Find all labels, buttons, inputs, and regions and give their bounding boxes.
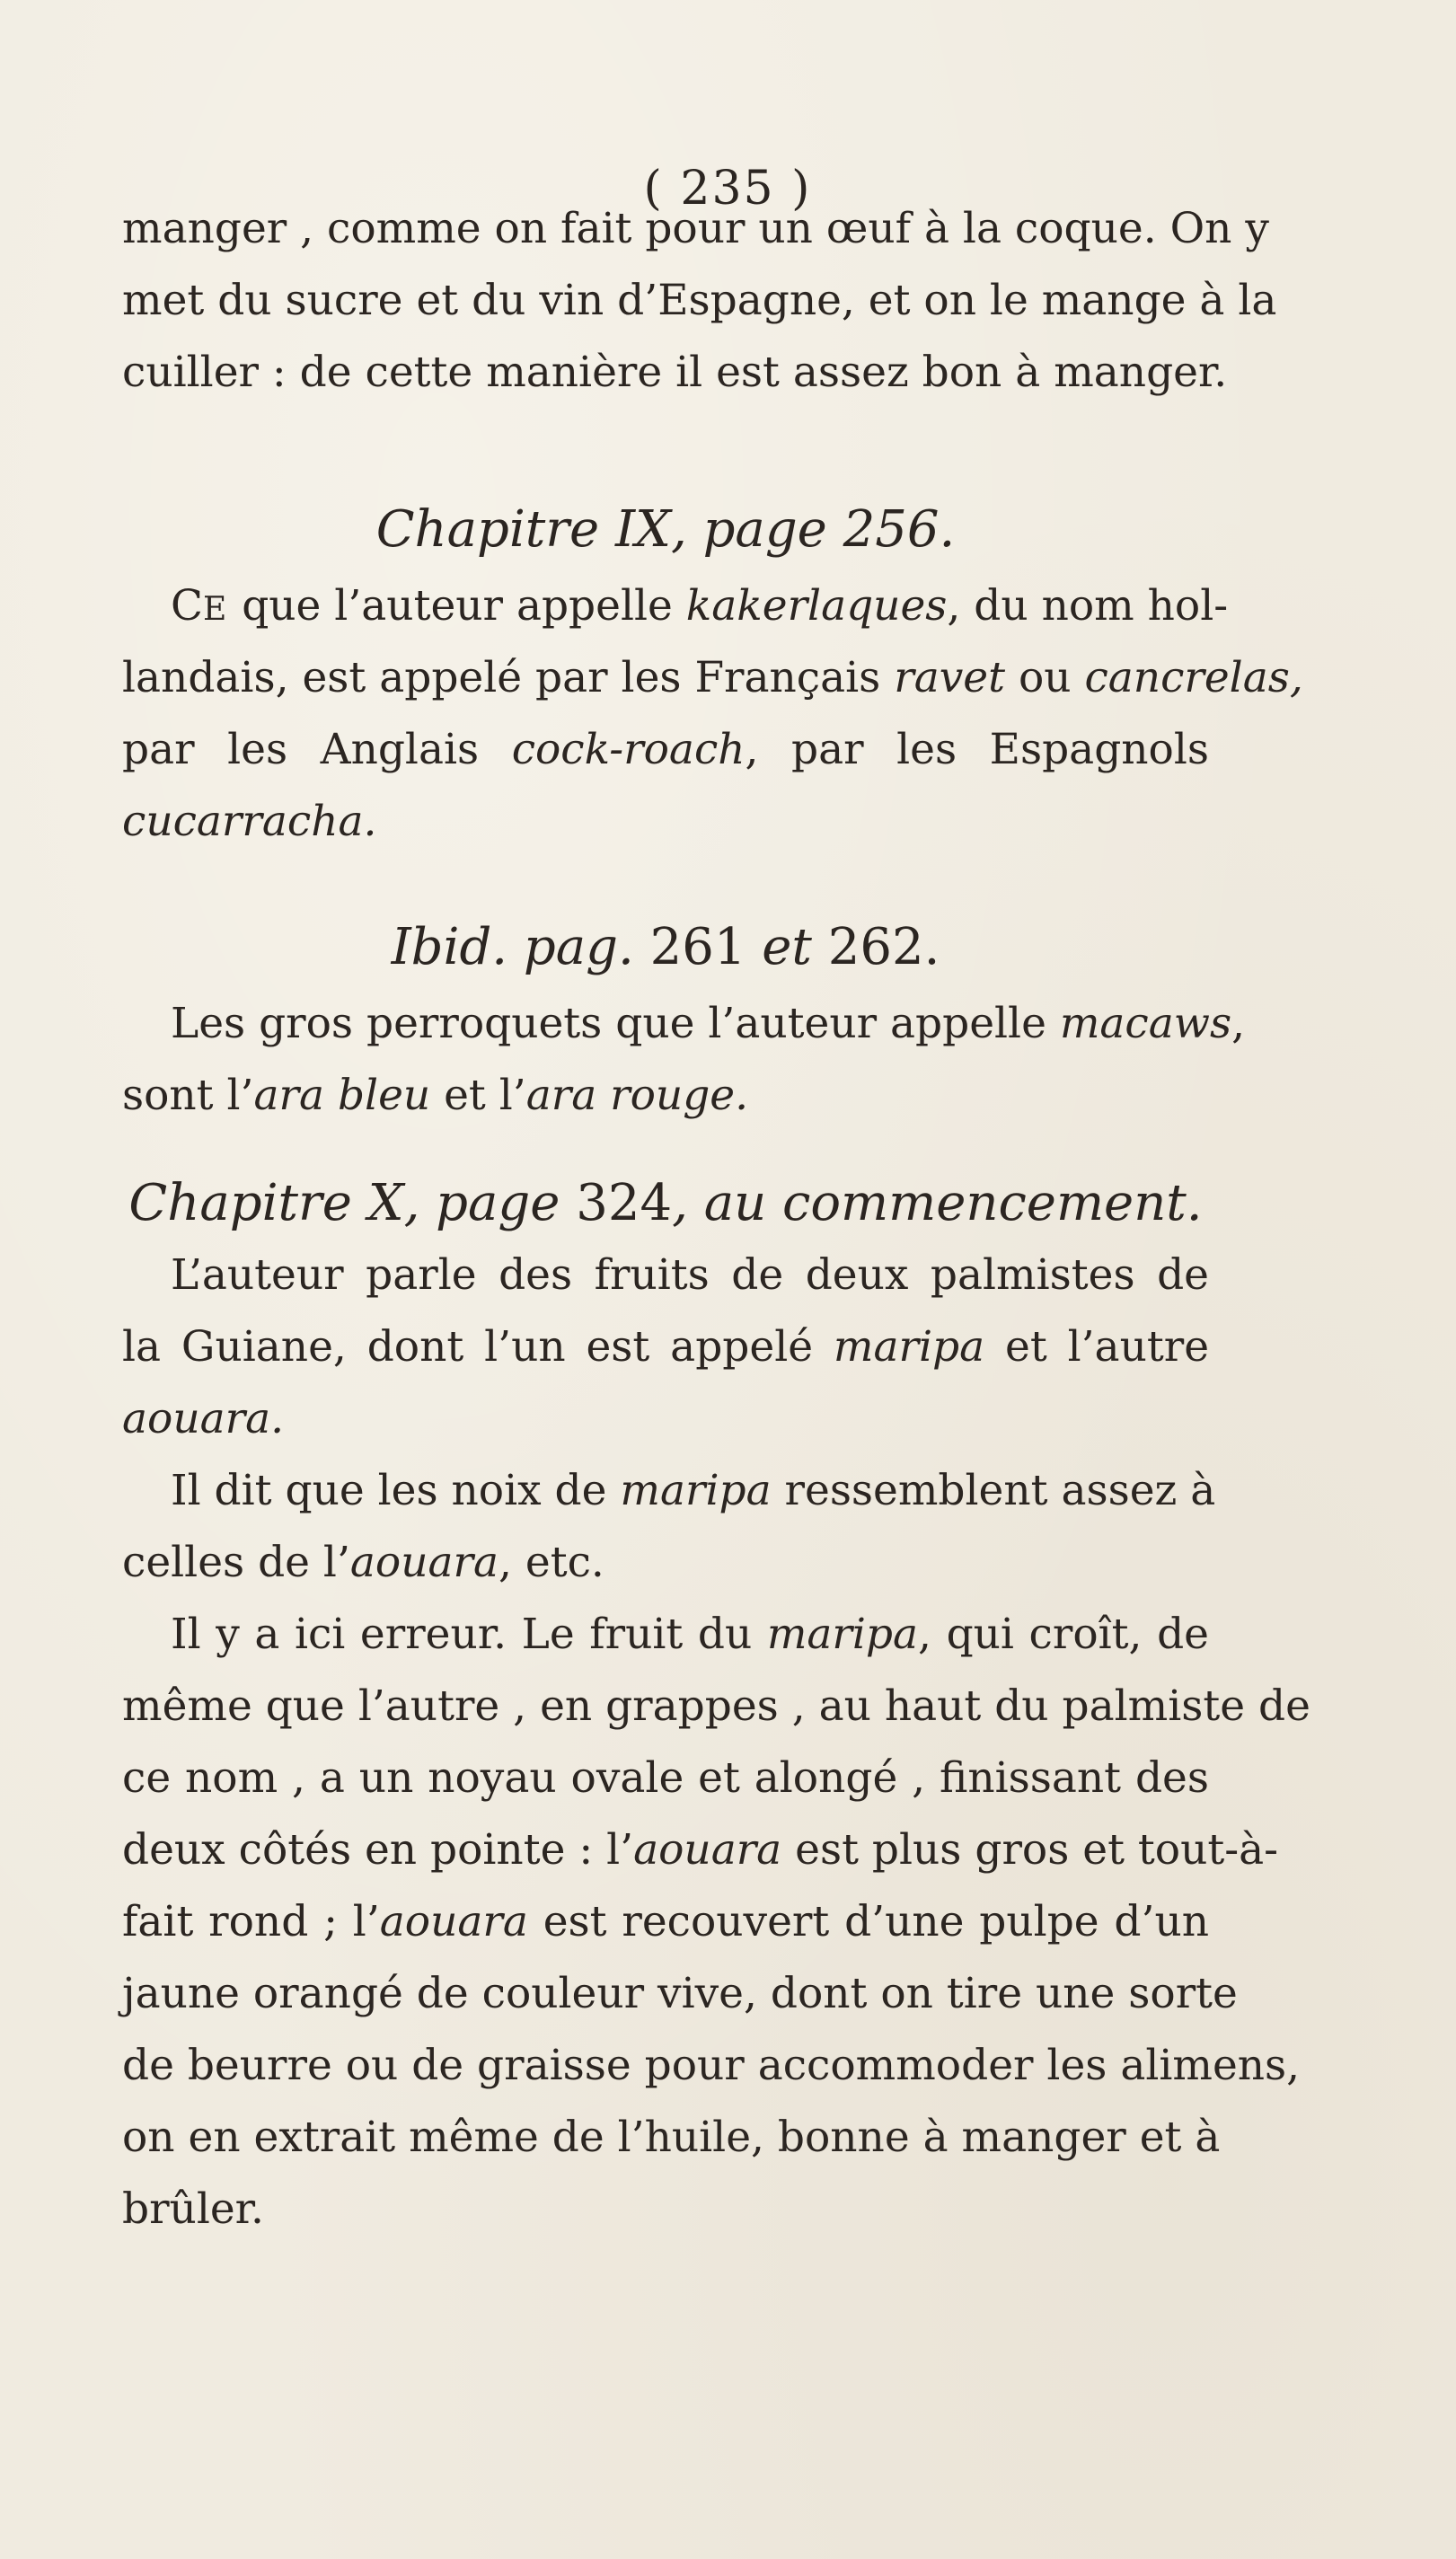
paragraph-kakerlaques	[122, 570, 1303, 858]
section-heading-chapitre-ix	[122, 494, 1209, 566]
text-run: , etc.	[499, 1538, 604, 1587]
heading-et: et	[762, 918, 812, 976]
text-line: ce nom , a un noyau ovale et alongé , finissant des	[122, 1753, 1209, 1803]
text-line: manger , comme on fait pour un œuf à la coque. On y	[122, 204, 1269, 253]
text-line	[122, 988, 1246, 1060]
page-number: ( 235 )	[643, 162, 812, 216]
paragraph-continuation	[122, 193, 1277, 409]
text-line	[122, 1060, 1209, 1132]
text-run: et l’autre	[984, 1322, 1210, 1372]
text-line	[122, 1311, 1209, 1383]
text-run: ressemblent assez à	[771, 1466, 1216, 1515]
italic-term: maripa	[833, 1322, 985, 1372]
text-line: de beurre ou de graisse pour accommoder les alimens,	[122, 2041, 1301, 2090]
text-line	[122, 714, 1209, 786]
text-line: même que l’autre , en grappes , au haut du palmiste de	[122, 1681, 1310, 1731]
text-line: cuiller : de cette manière il est assez bon à manger.	[122, 348, 1228, 397]
text-run: est recouvert d’une pulpe d’un	[527, 1897, 1209, 1946]
small-capital: E	[202, 591, 229, 628]
heading-chapter: Chapitre X	[128, 1174, 404, 1232]
italic-term: maripa	[766, 1610, 919, 1659]
paragraph-palmistes	[122, 1240, 1310, 2246]
italic-term: ara bleu	[253, 1071, 431, 1120]
text-run: Il y a ici erreur. Le fruit du	[171, 1610, 767, 1659]
text-run: Les gros perroquets que l’auteur appelle	[171, 999, 1060, 1048]
heading-rest: au commencement.	[703, 1174, 1203, 1232]
text-line	[122, 1886, 1209, 1958]
section-heading-ibid	[122, 912, 1209, 984]
text-line	[122, 570, 1229, 642]
text-run: , du nom hol-	[947, 581, 1229, 631]
text-line	[122, 1455, 1216, 1527]
text-line: jaune orangé de couleur vive, dont on tire une sorte	[122, 1969, 1238, 2018]
italic-term: aouara	[379, 1897, 528, 1946]
text-run: sont l’	[122, 1071, 254, 1120]
italic-term: kakerlaques	[685, 581, 948, 631]
text-run: landais, est appelé par les Français	[122, 653, 895, 702]
italic-term: maripa	[620, 1466, 772, 1515]
text-line: brûler.	[122, 2184, 264, 2234]
paragraph-macaws	[122, 988, 1246, 1132]
text-line	[122, 1599, 1209, 1671]
drop-capital: C	[171, 581, 203, 631]
text-line: met du sucre et du vin d’Espagne, et on le mange à la	[122, 276, 1277, 325]
italic-term: cock-roach	[511, 725, 746, 774]
text-run: que l’auteur appelle	[228, 581, 686, 631]
heading-separator: ,	[672, 1174, 704, 1232]
text-run: la Guiane, dont l’un est appelé	[122, 1322, 834, 1372]
heading-number: 262.	[811, 918, 940, 976]
text-line: L’auteur parle des fruits de deux palmistes de	[171, 1250, 1209, 1300]
text-run: , qui croît, de	[918, 1610, 1209, 1659]
text-run: Il dit que les noix de	[171, 1466, 621, 1515]
text-run: , par les Espagnols	[745, 725, 1209, 774]
italic-term: macaws	[1059, 999, 1232, 1048]
text-run: est plus gros et tout-à-	[781, 1825, 1279, 1875]
text-line	[122, 1383, 1209, 1455]
heading-separator: ,	[670, 500, 703, 559]
text-run: par les Anglais	[122, 725, 512, 774]
heading-page: page	[436, 1174, 560, 1232]
italic-term: ara rouge.	[525, 1071, 749, 1120]
text-line	[122, 1814, 1279, 1886]
heading-number: 261	[633, 918, 763, 976]
text-run: celles de l’	[122, 1538, 350, 1587]
heading-page: page 256.	[702, 500, 956, 559]
text-run: ,	[1231, 999, 1246, 1048]
heading-ibid: Ibid. pag.	[391, 918, 634, 976]
italic-term: cancrelas,	[1084, 653, 1303, 702]
heading-chapter: Chapitre IX	[375, 500, 671, 559]
text-run: deux côtés en pointe : l’	[122, 1825, 634, 1875]
text-run: ou	[1005, 653, 1085, 702]
italic-term: ravet	[894, 653, 1005, 702]
italic-term: aouara	[349, 1538, 499, 1587]
text-line	[122, 1527, 1209, 1599]
section-heading-chapitre-x	[122, 1168, 1209, 1240]
text-line	[122, 642, 1303, 714]
text-run: et l’	[430, 1071, 526, 1120]
italic-term: cucarracha.	[122, 797, 377, 846]
text-line: on en extrait même de l’huile, bonne à manger et à	[122, 2113, 1221, 2162]
italic-term: aouara.	[122, 1394, 285, 1443]
text-line	[122, 786, 1209, 858]
heading-separator: ,	[403, 1174, 437, 1232]
heading-number: 324	[560, 1174, 673, 1232]
italic-term: aouara	[633, 1825, 782, 1875]
text-run: fait rond ; l’	[122, 1897, 380, 1946]
